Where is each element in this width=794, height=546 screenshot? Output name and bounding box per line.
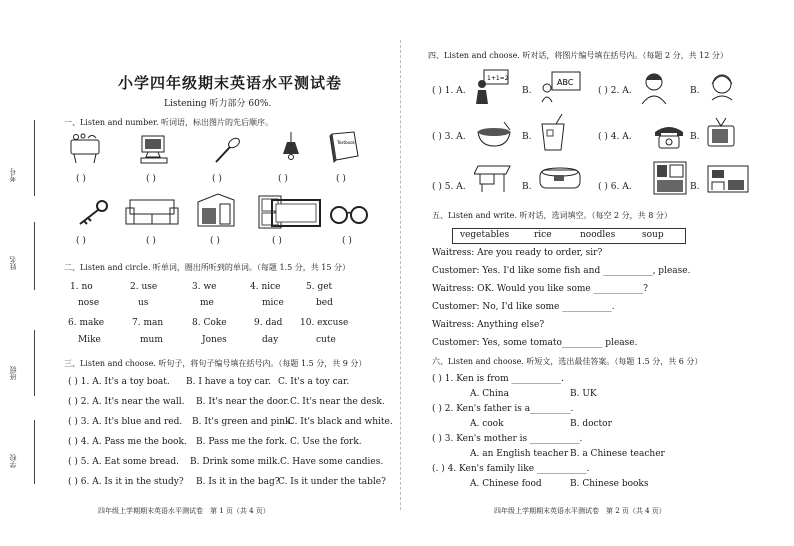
answer-paren: ( ) (76, 236, 86, 246)
word-option: mum (140, 335, 163, 345)
picture-question: ( ) 4. A. (598, 132, 632, 142)
word-item: 3. we (192, 282, 217, 292)
answer-paren: ( ) (76, 174, 86, 184)
reading-option-b: B. UK (570, 389, 597, 399)
section-2-heading: 二、Listen and circle. 听单词，圈出所听到的单词。（每题 1.5 分，共 15 分） (64, 263, 351, 272)
sentence-option-c: C. It's near the desk. (290, 397, 385, 407)
option-b-label: B. (690, 86, 700, 96)
reading-option-b: B. doctor (570, 419, 612, 429)
answer-paren: ( ) (212, 174, 222, 184)
reading-question: ( ) 2. Ken's father is a_________. (432, 404, 574, 414)
reading-option-a: A. an English teacher (470, 449, 569, 459)
picture-question: ( ) 3. A. (432, 132, 466, 142)
section-3-heading: 三、Listen and choose. 听句子，将句子编号填在括号内。（每题 1.5 分，共 9 分） (64, 359, 367, 368)
key-icon (74, 198, 110, 228)
sentence-option-c: C. Use the fork. (290, 437, 362, 447)
teacher-icon (474, 68, 510, 106)
section-1-heading: 一、Listen and number. 听词语，标出图片的先后顺序。 (64, 118, 273, 127)
section-4-heading: 四、Listen and choose. 听对话，将图片编号填在括号内。（每题 2 分，共 12 分） (428, 51, 728, 60)
word-option: day (262, 335, 279, 345)
section-6-heading: 六、Listen and choose. 听短文，选出最佳答案。（每题 1.5 分，共 6 分） (432, 357, 703, 366)
glasses-icon (328, 204, 370, 226)
board-text: 1+1=2 (487, 75, 509, 82)
desk-icon (474, 160, 514, 194)
spoon-icon (212, 136, 242, 166)
sentence-question: ( ) 6. A. Is it in the study? (68, 477, 184, 487)
sentence-option-b: B. It's green and pink. (192, 417, 294, 427)
word-option: Jones (202, 335, 227, 345)
blackboard-icon (270, 198, 322, 230)
sentence-option-c: C. It's a toy car. (278, 377, 350, 387)
word-bank-item: rice (534, 230, 552, 240)
computer-icon (138, 134, 170, 166)
sentence-option-c: C. It's black and white. (288, 417, 393, 427)
side-line-4 (34, 420, 35, 484)
living-room-icon (706, 164, 750, 194)
option-b-label: B. (522, 182, 532, 192)
board-text: ABC (557, 78, 574, 87)
telephone-icon (652, 122, 686, 150)
dialog-line: Waitress: Are you ready to order, sir? (432, 248, 603, 258)
side-label-school: 学校 (9, 454, 17, 468)
word-option: mice (262, 298, 284, 308)
answer-paren: ( ) (272, 236, 282, 246)
book-cover-text: Textbook (337, 140, 355, 145)
word-item: 9. dad (254, 318, 283, 328)
sentence-option-c: C. Have some candies. (280, 457, 384, 467)
answer-paren: ( ) (342, 236, 352, 246)
sentence-option-b: B. Drink some milk. (190, 457, 281, 467)
reading-option-a: A. China (470, 389, 509, 399)
soup-bowl-icon (474, 120, 514, 150)
word-item: 5. get (306, 282, 333, 292)
student-board-icon (540, 70, 582, 104)
page-footer: 四年级上学期期末英语水平测试卷 第 1 页（共 4 页） (98, 507, 270, 515)
woman-icon (638, 70, 670, 106)
option-b-label: B. (522, 86, 532, 96)
word-item: 6. make (68, 318, 105, 328)
sentence-option-b: B. Is it in the bag? (196, 477, 280, 487)
option-b-label: B. (690, 132, 700, 142)
lamp-icon (278, 132, 304, 166)
word-bank-item: soup (642, 230, 664, 240)
word-item: 2. use (130, 282, 158, 292)
word-option: bed (316, 298, 333, 308)
word-option: cute (316, 335, 336, 345)
dialog-line: Waitress: OK. Would you like some ___________? (432, 284, 648, 294)
word-option: me (200, 298, 214, 308)
tv-icon (706, 116, 736, 150)
sentence-option-c: C. Is it under the table? (278, 477, 386, 487)
reading-option-b: B. Chinese books (570, 479, 649, 489)
option-b-label: B. (522, 132, 532, 142)
bathroom-icon (68, 132, 104, 166)
bread-box-icon (538, 164, 582, 192)
sentence-question: ( ) 5. A. Eat some bread. (68, 457, 179, 467)
word-bank-item: noodles (580, 230, 616, 240)
word-item: 1. no (70, 282, 93, 292)
sentence-question: ( ) 1. A. It's a toy boat. (68, 377, 170, 387)
book-icon (326, 130, 362, 166)
reading-option-b: B. a Chinese teacher (570, 449, 665, 459)
word-bank-item: vegetables (460, 230, 510, 240)
kitchen-icon (194, 192, 238, 230)
sentence-option-b: B. Pass me the fork. (196, 437, 288, 447)
answer-paren: ( ) (146, 174, 156, 184)
side-label-exam-no: 考号 (9, 168, 17, 182)
picture-question: ( ) 6. A. (598, 182, 632, 192)
reading-question: ( ) 3. Ken's mother is ___________. (432, 434, 583, 444)
kitchen-room-icon (652, 160, 688, 196)
page-title: 小学四年级期末英语水平测试卷 (118, 74, 343, 92)
reading-question: (. ) 4. Ken's family like ___________. (432, 464, 590, 474)
drink-icon (538, 114, 568, 152)
reading-option-a: A. Chinese food (470, 479, 542, 489)
reading-option-a: A. cook (470, 419, 504, 429)
dialog-line: Customer: No, I'd like some ___________. (432, 302, 615, 312)
dialog-line: Customer: Yes, some tomato_________ please. (432, 338, 638, 348)
side-label-name: 姓名 (9, 256, 17, 270)
picture-question: ( ) 1. A. (432, 86, 466, 96)
sentence-question: ( ) 4. A. Pass me the book. (68, 437, 187, 447)
side-line-3 (34, 330, 35, 396)
page-footer: 四年级上学期期末英语水平测试卷 第 2 页（共 4 页） (494, 507, 666, 515)
answer-paren: ( ) (278, 174, 288, 184)
option-b-label: B. (690, 182, 700, 192)
page-subtitle: Listening 听力部分 60%. (164, 99, 272, 109)
picture-question: ( ) 2. A. (598, 86, 632, 96)
answer-paren: ( ) (210, 236, 220, 246)
word-item: 7. man (132, 318, 164, 328)
word-item: 8. Coke (192, 318, 227, 328)
answer-paren: ( ) (336, 174, 346, 184)
page-divider (400, 40, 401, 510)
sentence-question: ( ) 3. A. It's blue and red. (68, 417, 183, 427)
side-line-2 (34, 222, 35, 290)
picture-question: ( ) 5. A. (432, 182, 466, 192)
side-label-class: 班级 (9, 366, 17, 380)
word-option: us (138, 298, 149, 308)
sentence-option-b: B. I have a toy car. (186, 377, 271, 387)
word-item: 10. excuse (300, 318, 349, 328)
girl-icon (706, 70, 738, 104)
sentence-question: ( ) 2. A. It's near the wall. (68, 397, 185, 407)
word-option: nose (78, 298, 100, 308)
word-option: Mike (78, 335, 101, 345)
sentence-option-b: B. It's near the door. (196, 397, 290, 407)
section-5-heading: 五、Listen and write. 听对话，选词填空。（每空 2 分，共 8 分） (432, 211, 672, 220)
dialog-line: Customer: Yes. I'd like some fish and ___________, please. (432, 266, 691, 276)
sofa-icon (124, 196, 180, 230)
word-item: 4. nice (250, 282, 281, 292)
answer-paren: ( ) (146, 236, 156, 246)
side-line-1 (34, 120, 35, 196)
dialog-line: Waitress: Anything else? (432, 320, 545, 330)
reading-question: ( ) 1. Ken is from ___________. (432, 374, 564, 384)
